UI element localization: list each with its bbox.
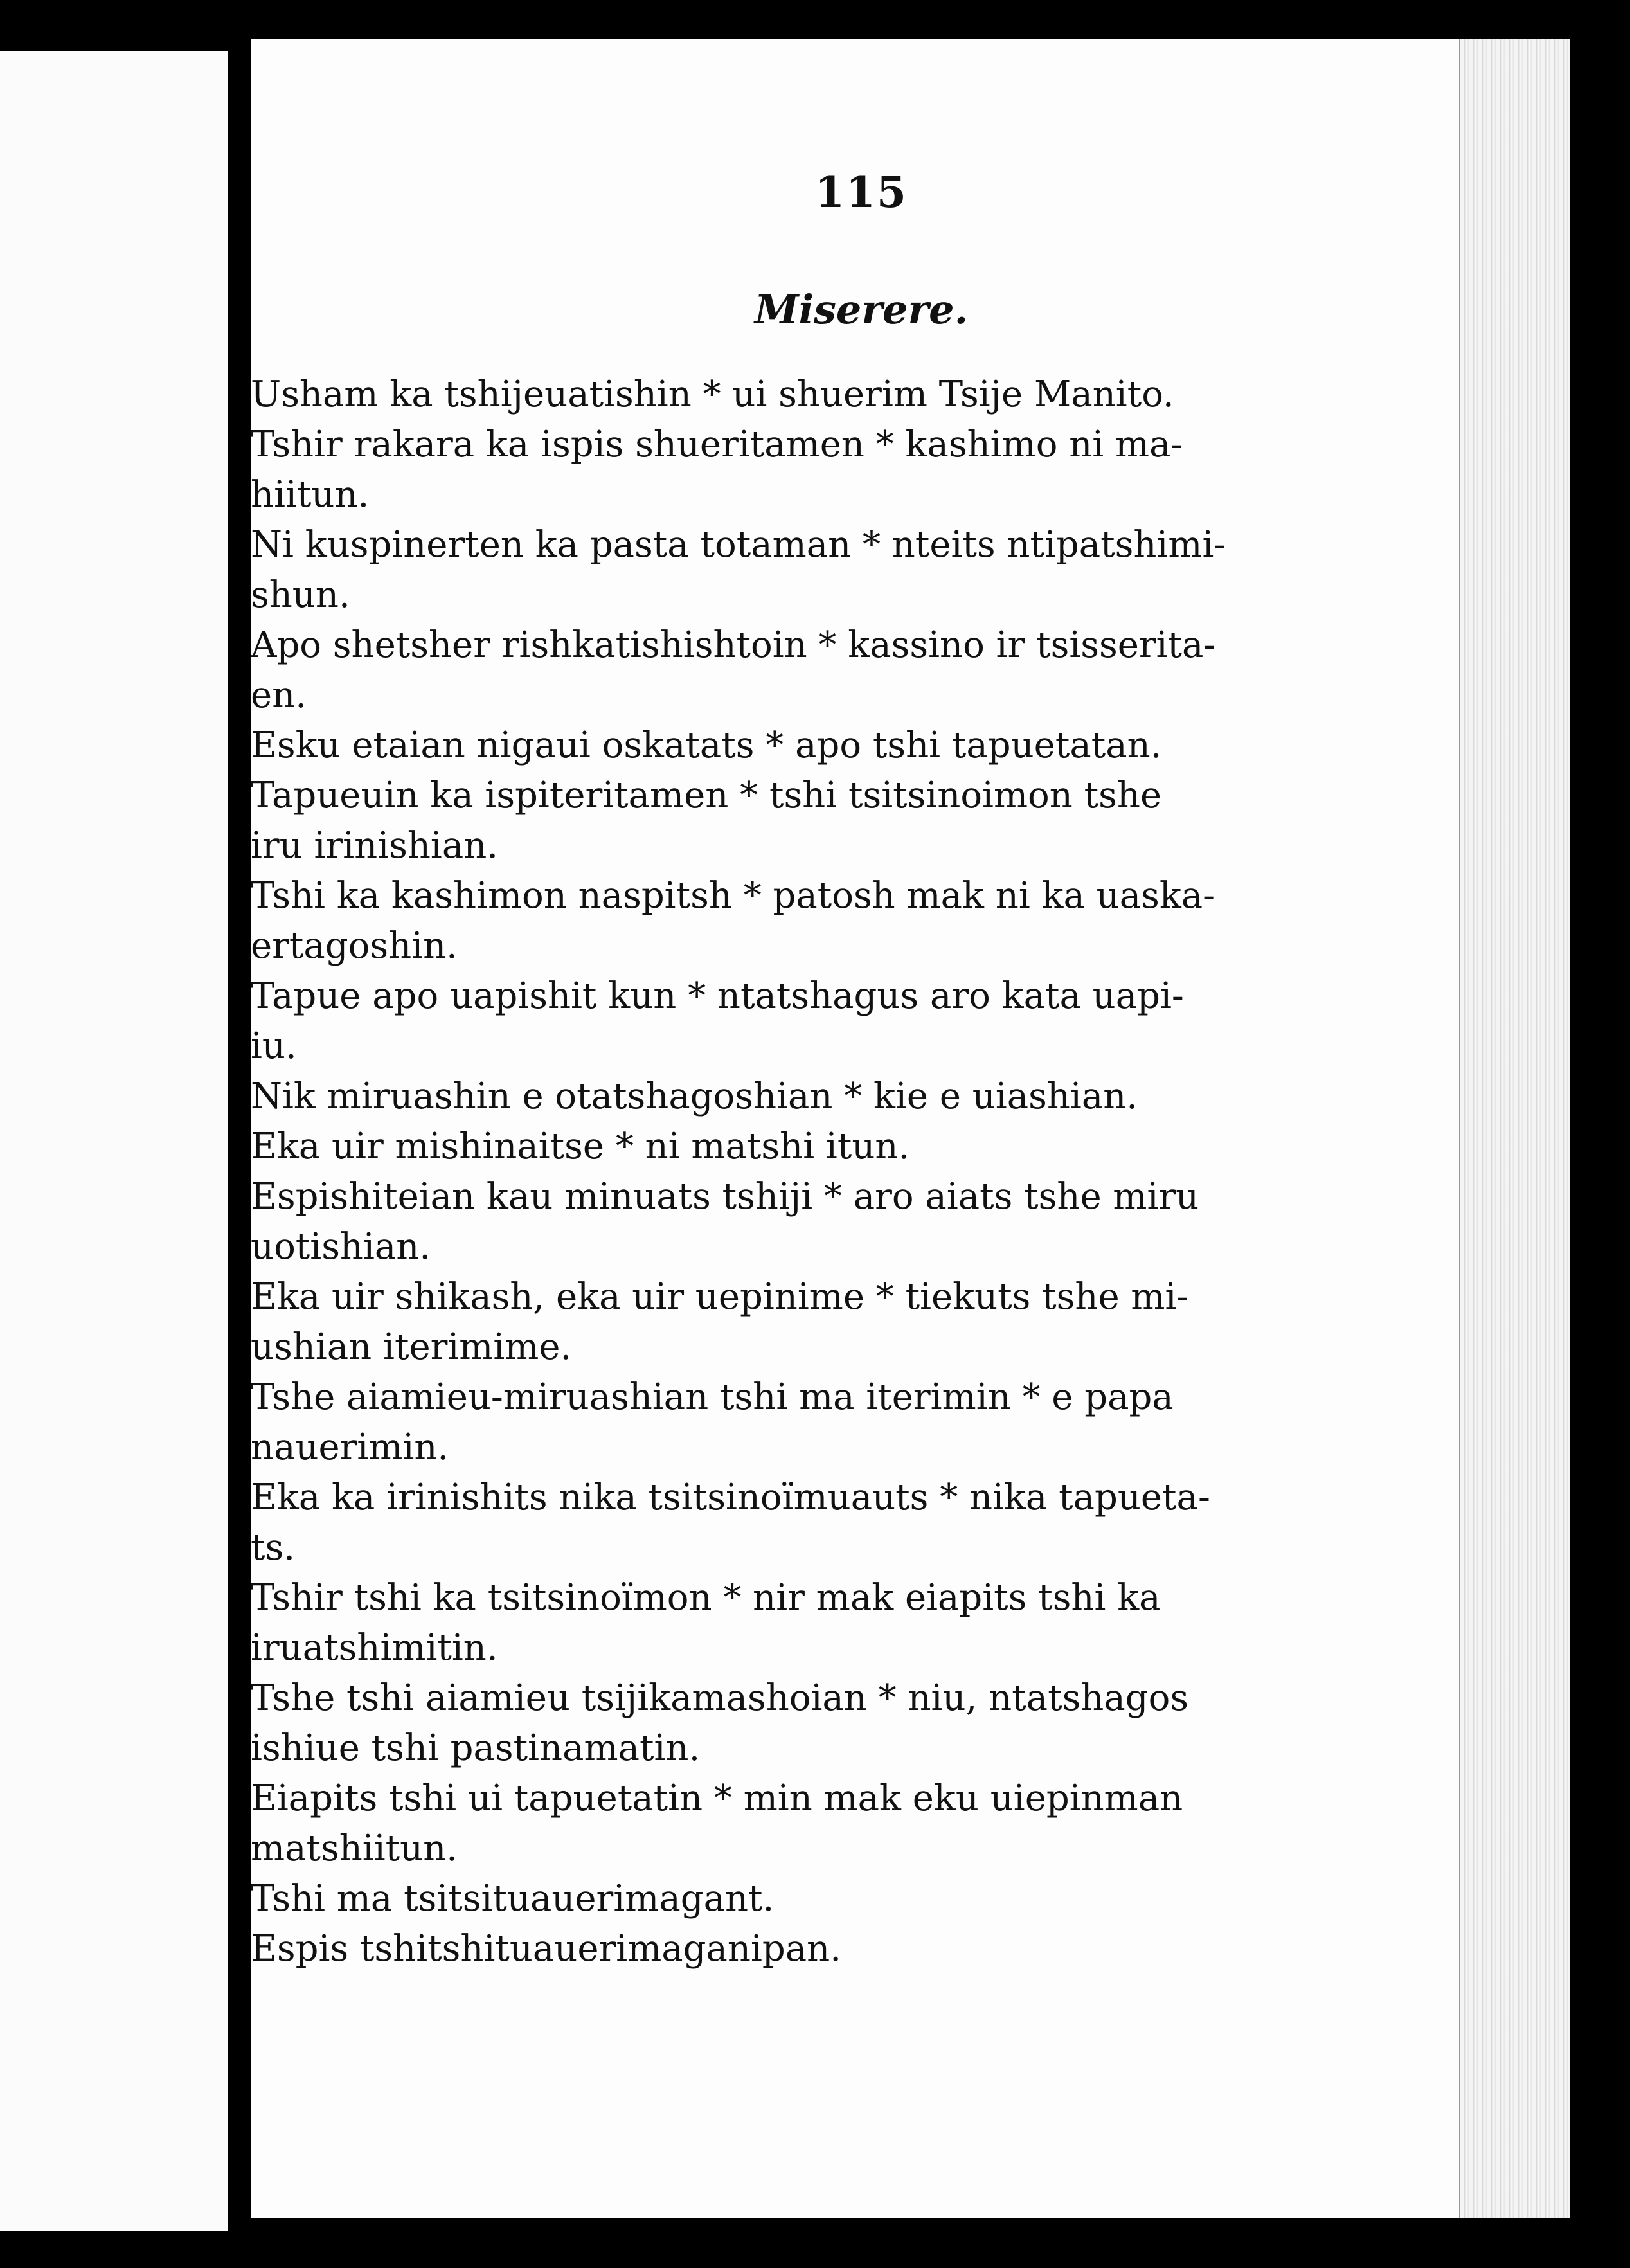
verse-continuation-line: ts. (251, 1527, 296, 1569)
verse-line: Eka uir mishinaitse * ni matshi itun. (251, 1126, 910, 1167)
verse (251, 1372, 1266, 1473)
page-number: 115 (815, 167, 908, 217)
verse-continuation-line: iru irinishian. (251, 825, 499, 867)
verse (251, 1272, 1266, 1372)
verse-line: Tapue apo uapishit kun * ntatshagus aro kata uapi- (251, 975, 1184, 1017)
verse-continuation-line: uotishian. (251, 1226, 431, 1268)
verse-continuation-line: shun. (251, 574, 350, 616)
book-gutter (228, 45, 251, 2250)
verse (251, 721, 1266, 771)
verse-line: Tapueuin ka ispiteritamen * tshi tsitsinoimon tshe (251, 775, 1162, 816)
verse (251, 520, 1266, 620)
verse (251, 771, 1266, 871)
verse (251, 1774, 1266, 1874)
verse-line: Usham ka tshijeuatishin * ui shuerim Tsije Manito. (251, 374, 1174, 415)
verse-continuation-line: iu. (251, 1025, 297, 1067)
verse-line: Tshir tshi ka tsitsinoïmon * nir mak eiapits tshi ka (251, 1577, 1161, 1619)
verse-line: Nik miruashin e otatshagoshian * kie e uiashian. (251, 1076, 1138, 1117)
verse-line: Tshe tshi aiamieu tsijikamashoian * niu, ntatshagos (251, 1677, 1189, 1719)
verse (251, 1473, 1266, 1573)
verse-continuation-line: en. (251, 674, 307, 716)
verse (251, 1122, 1266, 1172)
verse-continuation-line: hiitun. (251, 474, 370, 516)
verse-list (251, 370, 1266, 1974)
page-title: Miserere. (754, 286, 969, 333)
verse (251, 1072, 1266, 1122)
verse-continuation-line: ushian iterimime. (251, 1326, 572, 1368)
verse (251, 620, 1266, 721)
verse-line: Tshe aiamieu-miruashian tshi ma iterimin * e papa (251, 1376, 1174, 1418)
verse-line: Eiapits tshi ui tapuetatin * min mak eku uiepinman (251, 1778, 1183, 1819)
verse-line: Espis tshitshituauerimaganipan. (251, 1928, 841, 1970)
verse-line: Espishiteian kau minuats tshiji * aro aiats tshe miru (251, 1176, 1199, 1218)
verse-continuation-line: ertagoshin. (251, 925, 458, 967)
left-page (0, 51, 229, 2231)
verse (251, 1172, 1266, 1272)
verse-line: Tshir rakara ka ispis shueritamen * kashimo ni ma- (251, 424, 1183, 465)
verse-line: Eka uir shikash, eka uir uepinime * tiekuts tshe mi- (251, 1276, 1189, 1318)
verse-continuation-line: matshiitun. (251, 1828, 458, 1869)
verse (251, 1874, 1266, 1924)
verse (251, 420, 1266, 520)
verse-line: Tshi ka kashimon naspitsh * patosh mak ni ka uaska- (251, 875, 1215, 917)
verse (251, 1573, 1266, 1673)
verse-line: Ni kuspinerten ka pasta totaman * nteits ntipatshimi- (251, 524, 1226, 566)
verse-line: Esku etaian nigaui oskatats * apo tshi tapuetatan. (251, 724, 1162, 766)
verse-line: Tshi ma tsitsituauerimagant. (251, 1878, 775, 1920)
page-edges (1459, 39, 1570, 2218)
verse (251, 370, 1266, 420)
verse-line: Eka ka irinishits nika tsitsinoïmuauts * nika tapueta- (251, 1477, 1210, 1518)
verse-line: Apo shetsher rishkatishishtoin * kassino ir tsisserita- (251, 624, 1216, 666)
verse (251, 971, 1266, 1072)
verse (251, 1673, 1266, 1774)
verse-continuation-line: iruatshimitin. (251, 1627, 498, 1669)
verse-continuation-line: ishiue tshi pastinamatin. (251, 1727, 701, 1769)
verse-continuation-line: nauerimin. (251, 1426, 449, 1468)
verse (251, 1924, 1266, 1974)
verse (251, 871, 1266, 971)
right-page (251, 39, 1472, 2218)
